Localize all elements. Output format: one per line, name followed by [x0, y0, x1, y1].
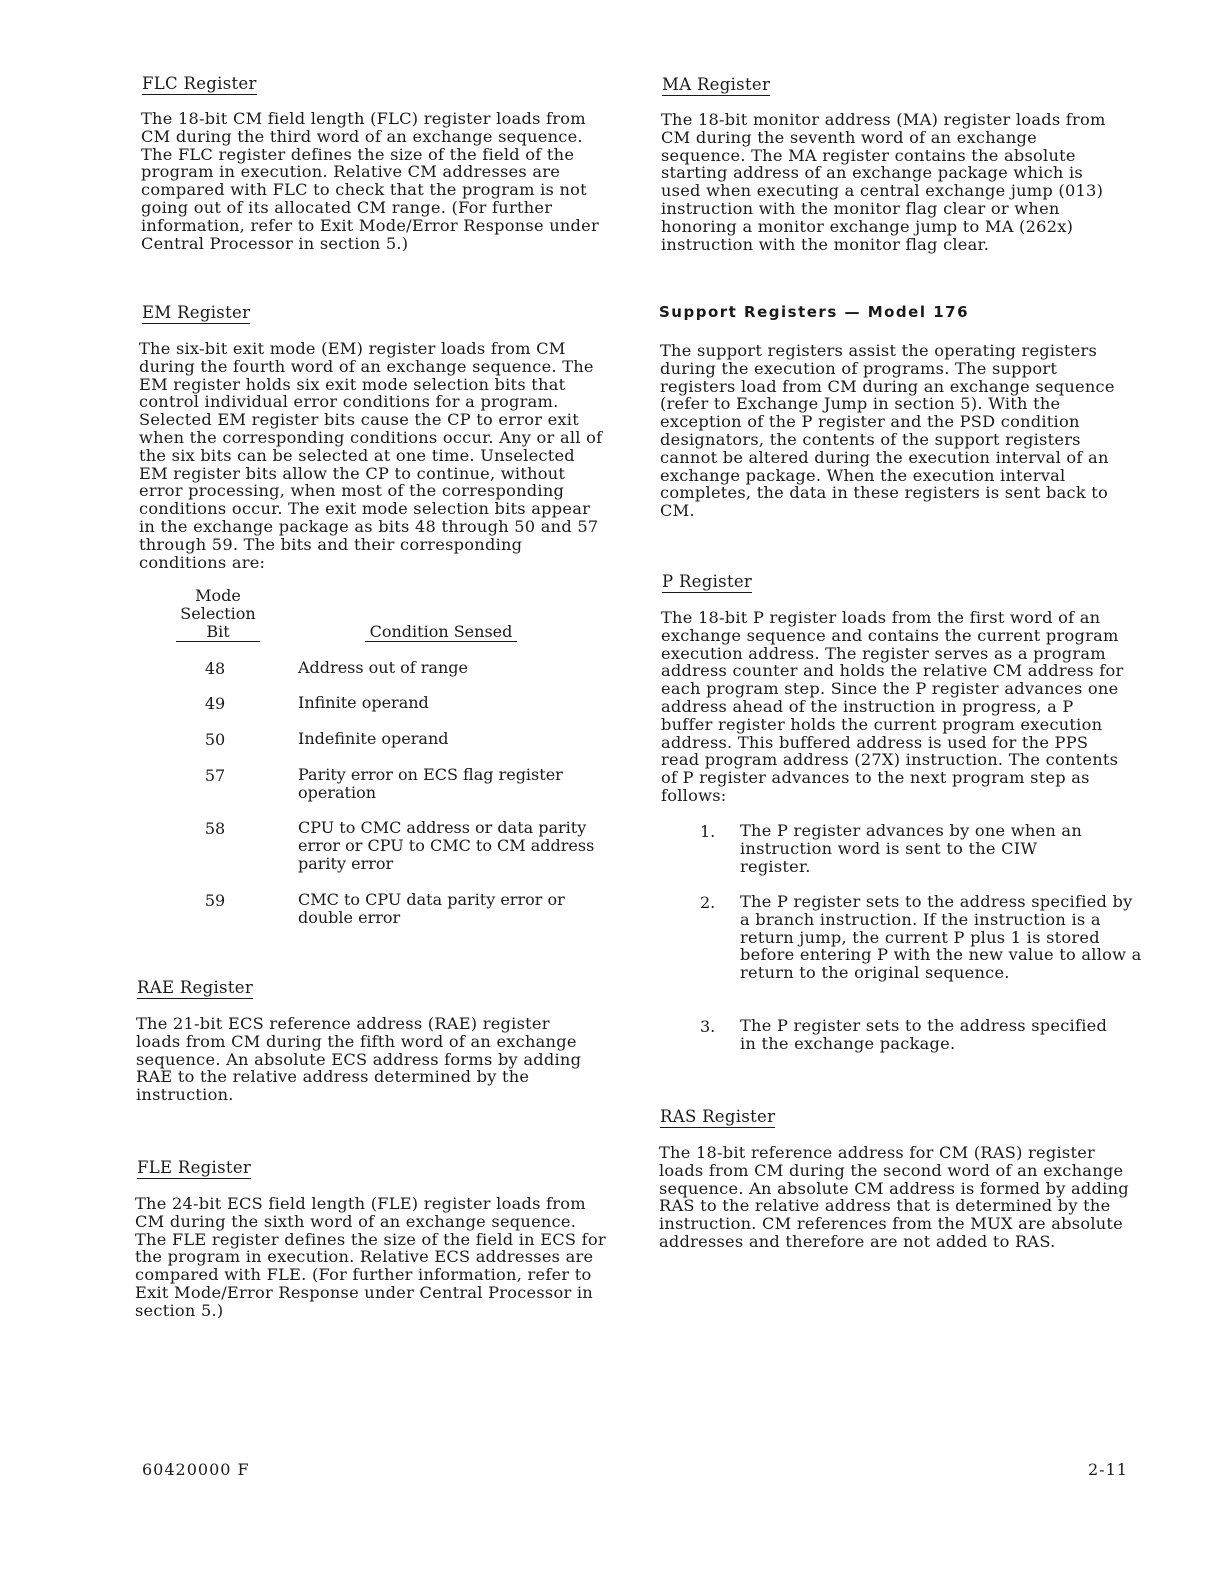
table-col1-line2: Selection: [180, 604, 256, 623]
fle-heading: FLE Register: [137, 1158, 252, 1177]
ras-paragraph: The 18-bit reference address for CM (RAS) register loads from CM during the second word of an exchange sequence. An absolute CM address is formed by adding RAS to the relative address that is determined by the instruction. CM references from the MUX are absolute addresses and therefore are not added to RAS.: [659, 1143, 1129, 1251]
ma-paragraph: The 18-bit monitor address (MA) register loads from CM during the seventh word of an exchange sequence. The MA register contains the absolute starting address of an exchange package which is used when executing a central exchange jump (013) instruction with the monitor flag clear or when honoring a monitor exchange jump to MA (262x) instruction with the monitor flag clear.: [661, 110, 1106, 254]
list-item-number: 3.: [700, 1017, 716, 1036]
fle-paragraph: The 24-bit ECS field length (FLE) register loads from CM during the sixth word of an exchange sequence. The FLE register defines the size of the field in ECS for the program in execution. Relative ECS addresses are compared with FLE. (For further information, refer to Exit Mode/Error Response under Central Processor in section 5.): [135, 1194, 606, 1320]
ma-heading: MA Register: [662, 75, 771, 94]
table-condition: Infinite operand: [298, 693, 429, 712]
table-condition: Address out of range: [298, 658, 468, 677]
support-registers-heading: Support Registers — Model 176: [659, 303, 970, 321]
rae-paragraph: The 21-bit ECS reference address (RAE) register loads from CM during the fifth word of an exchange sequence. An absolute ECS address forms by adding RAE to the relative address determined by the instruction.: [136, 1014, 582, 1105]
list-item: The P register advances by one when an instruction word is sent to the CIW register.: [740, 821, 1083, 876]
table-col1-line1: Mode: [195, 586, 241, 605]
table-condition: CMC to CPU data parity error or double error: [298, 890, 565, 927]
p-register-paragraph: The 18-bit P register loads from the first word of an exchange sequence and contains the current program execution address. The register serves as a program address counter and holds the relative CM address for each program step. Since the P register advances one address ahead of the instruction in progress, a P buffer register holds the current program execution address. This buffered address is used for the PPS read program address (27X) instruction. The contents of P register advances to the next program step as follows:: [661, 608, 1124, 805]
table-condition: Indefinite operand: [298, 729, 449, 748]
em-paragraph: The six-bit exit mode (EM) register loads from CM during the fourth word of an exchange sequence. The EM register holds six exit mode selection bits that control individual error conditions for a program. Selected EM register bits cause the CP to error exit when the corresponding conditions occur. Any or all of the six bits can be selected at one time. Unselected EM register bits allow the CP to continue, without error processing, when most of the corresponding conditions occur. The exit mode selection bits appear in the exchange package as bits 48 through 50 and 57 through 59. The bits and their corresponding conditions are:: [139, 339, 603, 572]
page-number: 2-11: [1088, 1460, 1128, 1479]
list-item-number: 2.: [700, 893, 716, 912]
table-bit: 50: [204, 730, 226, 749]
table-col2-header: Condition Sensed: [365, 623, 517, 642]
list-item: The P register sets to the address specified in the exchange package.: [740, 1016, 1108, 1053]
table-col1-line3: Bit: [176, 623, 260, 642]
flc-heading: FLC Register: [142, 74, 257, 93]
table-bit: 59: [204, 891, 226, 910]
rae-heading: RAE Register: [137, 978, 254, 997]
list-item-number: 1.: [700, 822, 716, 841]
document-number: 60420000 F: [142, 1460, 250, 1479]
ras-heading: RAS Register: [660, 1107, 776, 1126]
table-condition: Parity error on ECS flag register operation: [298, 765, 563, 802]
table-condition: CPU to CMC address or data parity error or CPU to CMC to CM address parity error: [298, 818, 595, 873]
table-bit: 57: [204, 766, 226, 785]
em-heading: EM Register: [142, 303, 251, 322]
table-bit: 58: [204, 819, 226, 838]
p-register-heading: P Register: [662, 572, 753, 591]
flc-paragraph: The 18-bit CM field length (FLC) register loads from CM during the third word of an exchange sequence. The FLC register defines the size of the field of the program in execution. Relative CM addresses are compared with FLC to check that the program is not going out of its allocated CM range. (For further information, refer to Exit Mode/Error Response under Central Processor in section 5.): [141, 109, 599, 253]
table-bit: 48: [204, 659, 226, 678]
support-paragraph: The support registers assist the operating registers during the execution of programs. The support registers load from CM during an exchange sequence (refer to Exchange Jump in section 5). With the exception of the P register and the PSD condition designators, the contents of the support registers cannot be altered during the execution interval of an exchange package. When the execution interval completes, the data in these registers is sent back to CM.: [660, 341, 1115, 521]
table-bit: 49: [204, 694, 226, 713]
list-item: The P register sets to the address specified by a branch instruction. If the instruction is a return jump, the current P plus 1 is stored before entering P with the new value to allow a return to the original sequence.: [740, 892, 1142, 983]
